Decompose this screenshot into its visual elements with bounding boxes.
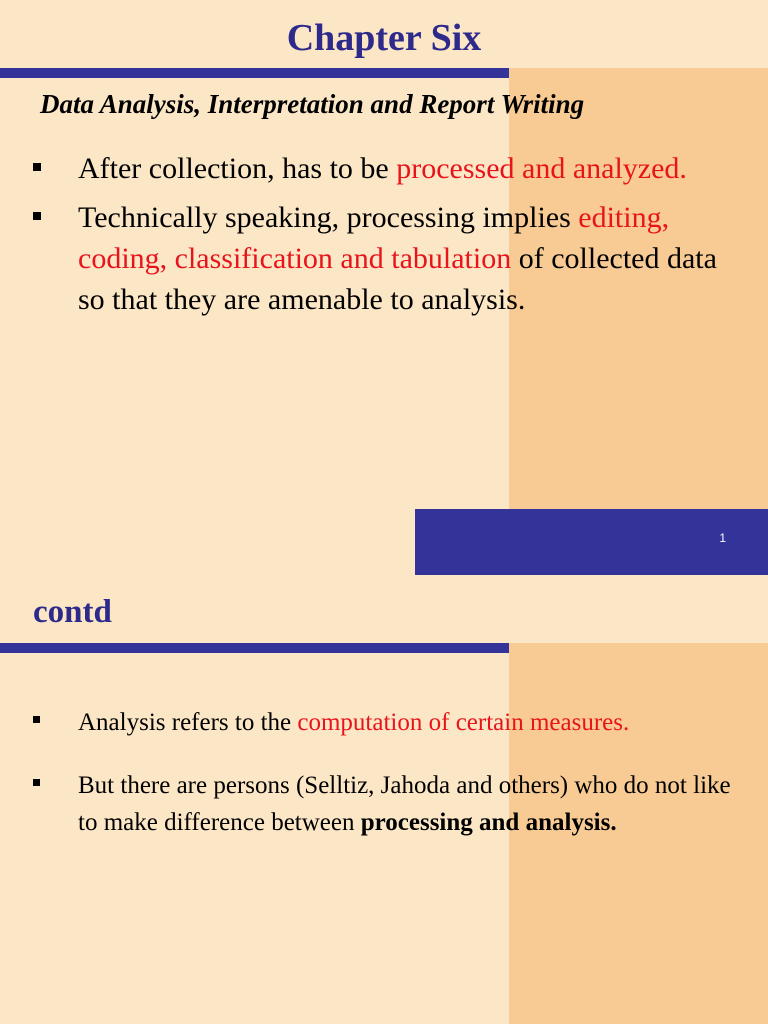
highlighted-text: processed and analyzed. (396, 152, 687, 185)
bold-text: processing and analysis. (360, 809, 617, 836)
bullet-text: But there are persons (Selltiz, Jahoda and others) who do not like to make difference between (78, 772, 731, 836)
footer-bar (415, 509, 768, 575)
title-rule (0, 643, 509, 653)
slide-title: Chapter Six (286, 17, 482, 59)
bullet-item (33, 704, 745, 741)
bullet-list (33, 704, 745, 867)
page-number: 1 (719, 531, 726, 545)
highlighted-text: editing, coding, classification and tabulation (78, 201, 670, 275)
bullet-text: of collected data so that they are amenable to analysis. (78, 242, 717, 316)
title-rule (0, 68, 509, 78)
slide-subtitle: Data Analysis, Interpretation and Report Writing (40, 89, 585, 119)
bullet-text: Technically speaking, processing implies (78, 201, 579, 234)
bullet-item (33, 197, 745, 320)
slide-title: contd (33, 594, 112, 630)
bullet-text: After collection, has to be (78, 152, 397, 185)
bullet-text: Analysis refers to the (78, 709, 298, 736)
bullet-list (33, 148, 745, 328)
slide-2 (0, 512, 768, 1024)
bullet-item (33, 767, 745, 841)
highlighted-text: computation of certain measures. (297, 709, 630, 736)
bullet-item (33, 148, 745, 189)
